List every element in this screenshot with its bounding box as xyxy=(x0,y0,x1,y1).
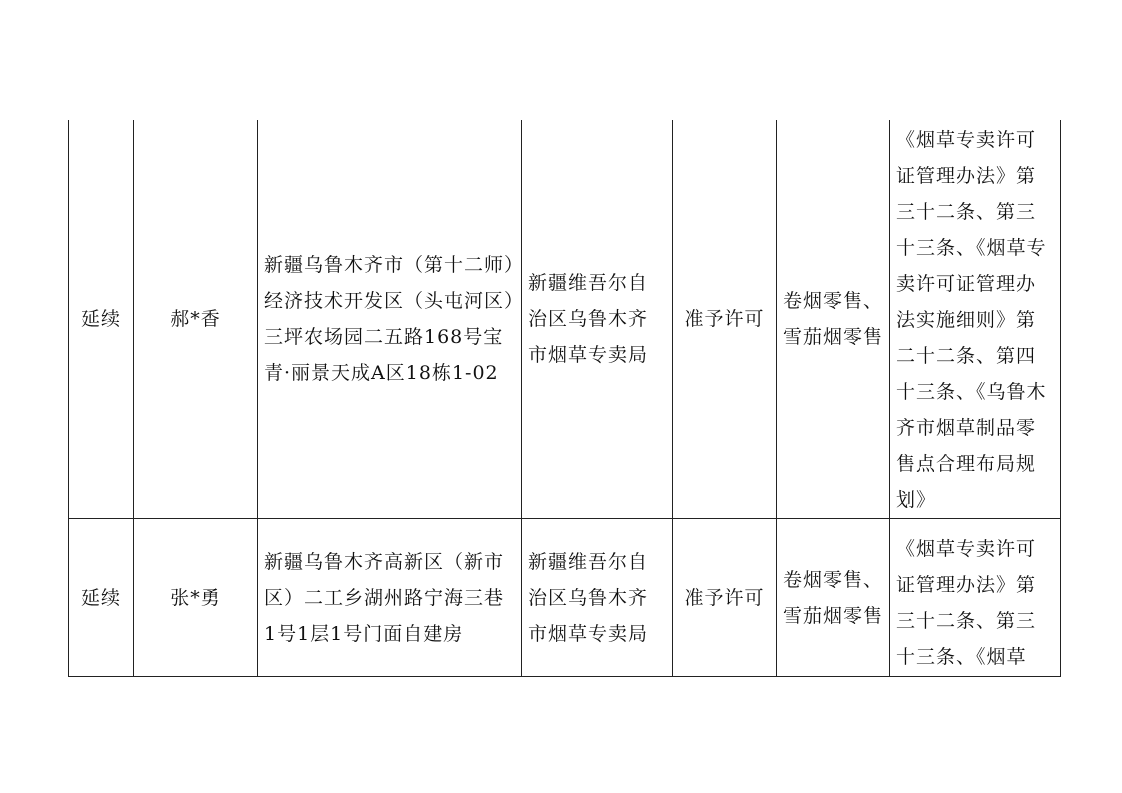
legal-basis-cell: 《烟草专卖许可证管理办法》第三十二条、第三十三条、《烟草 xyxy=(890,519,1061,677)
address-cell: 新疆乌鲁木齐市（第十二师）经济技术开发区（头屯河区）三坪农场园二五路168号宝青·丽景天成A区18栋1-02 xyxy=(258,120,522,519)
table-row xyxy=(69,120,1061,519)
permit-type-cell: 延续 xyxy=(69,120,134,519)
holder-name-cell: 张*勇 xyxy=(134,519,258,677)
authority-cell: 新疆维吾尔自治区乌鲁木齐市烟草专卖局 xyxy=(522,120,673,519)
permit-table xyxy=(68,120,1061,677)
holder-name-cell: 郝*香 xyxy=(134,120,258,519)
permit-type-cell: 延续 xyxy=(69,519,134,677)
legal-basis-cell: 《烟草专卖许可证管理办法》第三十二条、第三十三条、《烟草专卖许可证管理办法实施细则》第二十二条、第四十三条、《乌鲁木齐市烟草制品零售点合理布局规划》 xyxy=(890,120,1061,519)
address-cell: 新疆乌鲁木齐高新区（新市区）二工乡湖州路宁海三巷1号1层1号门面自建房 xyxy=(258,519,522,677)
decision-cell: 准予许可 xyxy=(673,120,777,519)
business-scope-cell: 卷烟零售、雪茄烟零售 xyxy=(777,120,890,519)
table-row xyxy=(69,519,1061,677)
authority-cell: 新疆维吾尔自治区乌鲁木齐市烟草专卖局 xyxy=(522,519,673,677)
decision-cell: 准予许可 xyxy=(673,519,777,677)
business-scope-cell: 卷烟零售、雪茄烟零售 xyxy=(777,519,890,677)
